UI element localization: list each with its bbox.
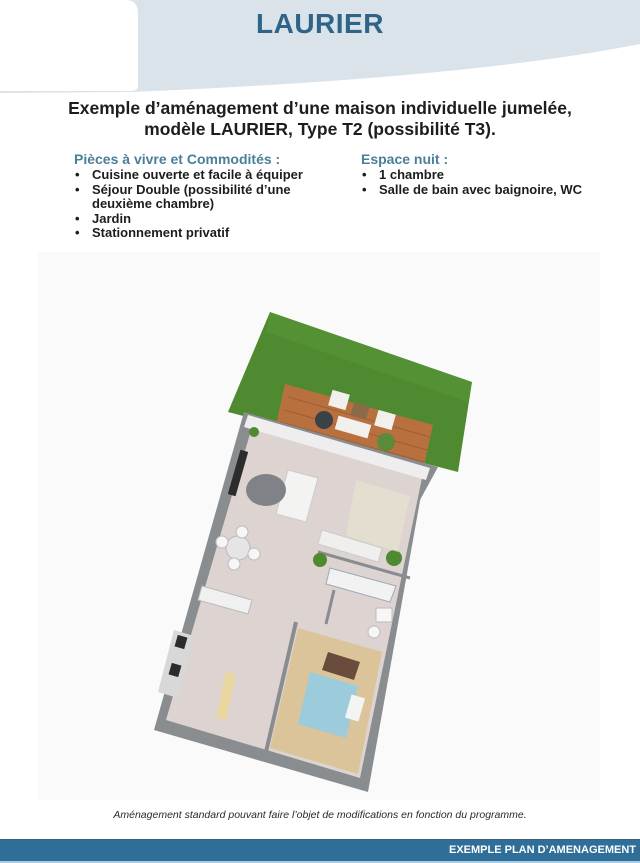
list-item: • Stationnement privatif <box>74 226 354 241</box>
list-item: • Cuisine ouverte et facile à équiper <box>74 168 354 183</box>
floor-plan-image <box>38 252 600 800</box>
list-item: • Salle de bain avec baignoire, WC <box>361 183 621 198</box>
living-features-heading: Pièces à vivre et Commodités : <box>74 151 281 167</box>
living-features-list <box>74 168 354 241</box>
subtitle-line-2: modèle LAURIER, Type T2 (possibilité T3). <box>144 119 496 139</box>
disclaimer: Aménagement standard pouvant faire l’objet de modifications en fonction du programme. <box>113 809 527 821</box>
header-band <box>0 0 640 100</box>
list-item: • Jardin <box>74 212 354 227</box>
list-item: • 1 chambre <box>361 168 621 183</box>
subtitle <box>30 98 610 140</box>
night-features-list <box>361 168 621 197</box>
dining-table <box>226 536 250 560</box>
living-rug <box>246 474 286 506</box>
list-item: • Séjour Double (possibilité d’une deuxième chambre) <box>74 183 354 212</box>
subtitle-line-1: Exemple d’aménagement d’une maison individuelle jumelée, <box>68 98 572 118</box>
night-features-heading: Espace nuit : <box>361 151 449 167</box>
living-features <box>74 151 354 241</box>
night-features <box>361 151 621 197</box>
page-title: LAURIER <box>256 8 384 39</box>
floor-plan-illustration <box>38 252 600 800</box>
footer-label: EXEMPLE PLAN D’AMENAGEMENT <box>448 844 636 856</box>
footer-bar <box>0 839 640 862</box>
